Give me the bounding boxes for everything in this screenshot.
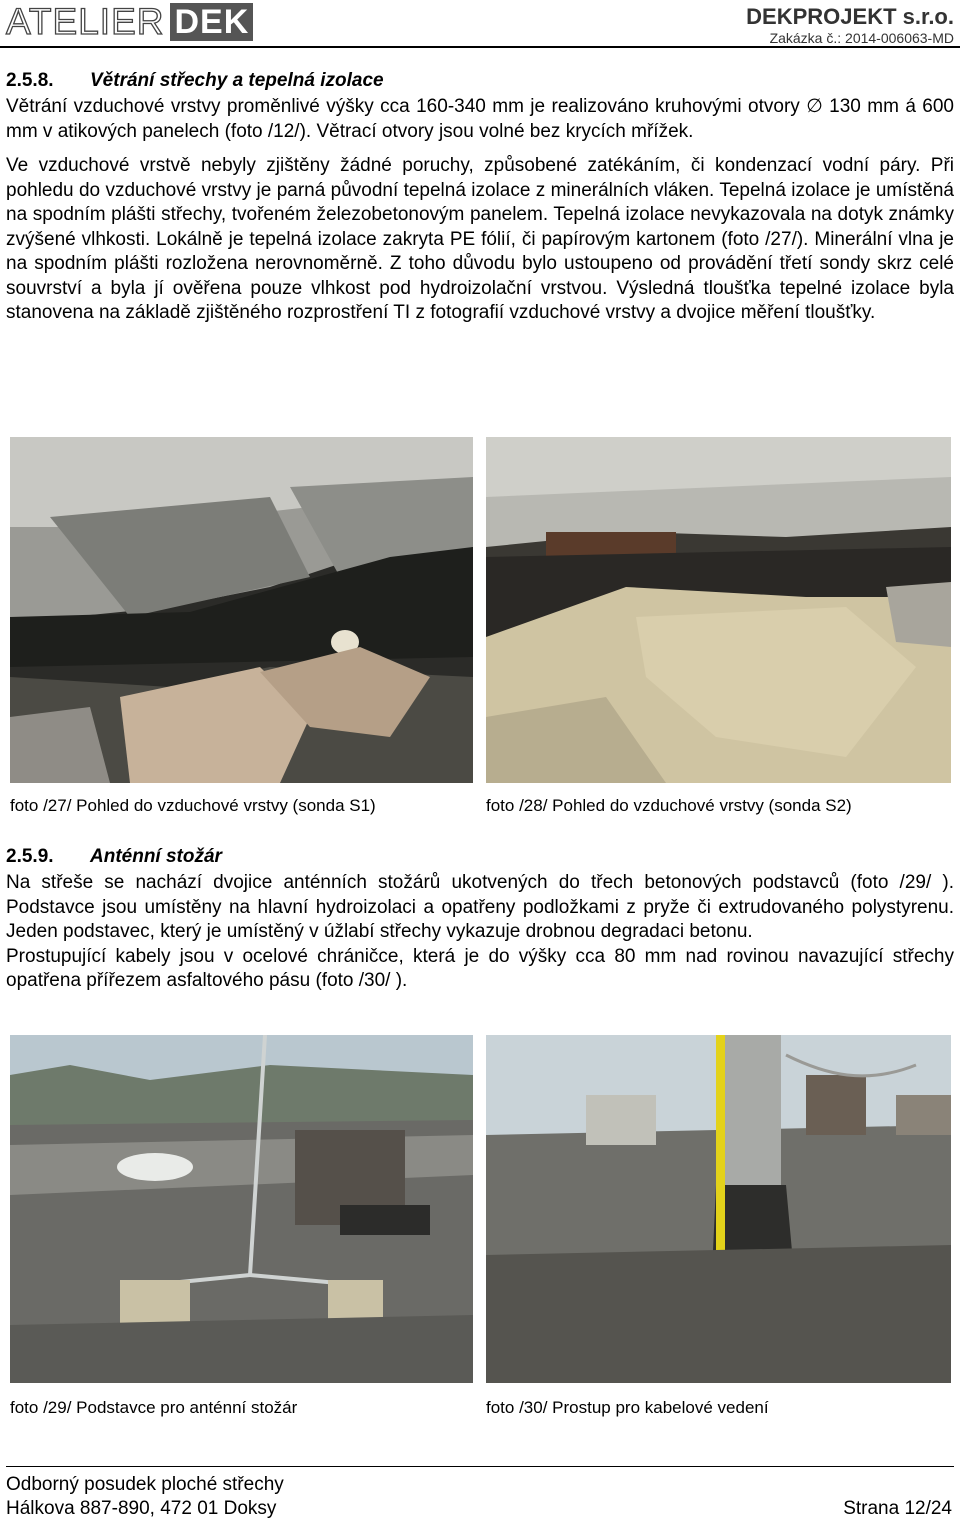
footer-title: Odborný posudek ploché střechy [6, 1474, 284, 1495]
photo-28 [486, 437, 951, 783]
photo-30 [486, 1035, 951, 1383]
logo [6, 2, 253, 42]
photo-30-caption: foto /30/ Prostup pro kabelové vedení [486, 1398, 769, 1417]
photo-27 [10, 437, 473, 783]
section-body [6, 871, 954, 994]
footer-divider [6, 1466, 954, 1467]
photo-29-image [10, 1035, 473, 1383]
paragraph: Prostupující kabely jsou v ocelové chráničce, která je do výšky cca 80 mm nad rovinou navazující střechy opatřena přířezem asfaltového pásu (foto /30/ ). [6, 945, 954, 991]
photo-30-image [486, 1035, 951, 1383]
section-number: 2.5.9. [6, 846, 54, 867]
section-heading-antenna [6, 846, 222, 868]
page-number: Strana 12/24 [843, 1498, 952, 1519]
section-title: Anténní stožár [90, 846, 222, 867]
section-number: 2.5.8. [6, 70, 54, 91]
paragraph: Na střeše se nachází dvojice anténních stožárů ukotvených do třech betonových podstavců (foto /29/ ). Podstavce jsou umístěny na hlavní hydroizolaci a opatřeny podložkami z pryže či extrudovaného polystyrenu. Jeden podstavec, který je umístěný v úžlabí střechy vykazuje drobnou degradaci betonu. [6, 872, 954, 942]
photo-28-image [486, 437, 951, 783]
section-title: Větrání střechy a tepelná izolace [90, 70, 384, 91]
photo-29-caption: foto /29/ Podstavce pro anténní stožár [10, 1398, 298, 1417]
paragraph: Větrání vzduchové vrstvy proměnlivé výšky cca 160-340 mm je realizováno kruhovými otvory ∅ 130 mm á 600 mm v atikových panelech (foto /12/). Větrací otvory jsou volné bez krycích mřížek. [6, 96, 954, 142]
paragraph: Ve vzduchové vrstvě nebyly zjištěny žádné poruchy, způsobené zatékáním, či kondenzací vodní páry. Při pohledu do vzduchové vrstvy je parná původní tepelná izolace z minerálních vláken. Tepelná izolace je umístěná na spodním plášti střechy, tvořeném železobetonovým panelem. Tepelná izolace nevykazovala na dotyk známky zvýšené vlhkosti. Lokálně je tepelná izolace zakryta PE fólií, či papírovým kartonem (foto /27/). Minerální vlna je na spodním plášti rozložena nerovnoměrně. Z toho důvodu bylo ustoupeno od provádění třetí sondy skrz celé souvrství a byla jí ověřena pouze vlhkost pod hydroizolační vrstvou. Výsledná tloušťka tepelné izolace byla stanovena na základě zjištěného rozprostření TI z fotografií vzduchové vrstvy a dvojice měření tloušťky. [6, 155, 954, 323]
company-name: DEKPROJEKT s.r.o. [746, 4, 954, 29]
logo-dek-text: DEK [170, 3, 253, 41]
photo-29 [10, 1035, 473, 1383]
header-divider [0, 46, 960, 48]
order-number: Zakázka č.: 2014-006063-MD [769, 30, 954, 46]
photo-27-image [10, 437, 473, 783]
logo-atelier-text: ATELIER [6, 1, 165, 42]
section-heading-ventilation [6, 70, 384, 92]
photo-27-caption: foto /27/ Pohled do vzduchové vrstvy (sonda S1) [10, 796, 376, 815]
photo-28-caption: foto /28/ Pohled do vzduchové vrstvy (sonda S2) [486, 796, 852, 815]
footer-address: Hálkova 887-890, 472 01 Doksy [6, 1498, 277, 1519]
section-body [6, 95, 954, 326]
